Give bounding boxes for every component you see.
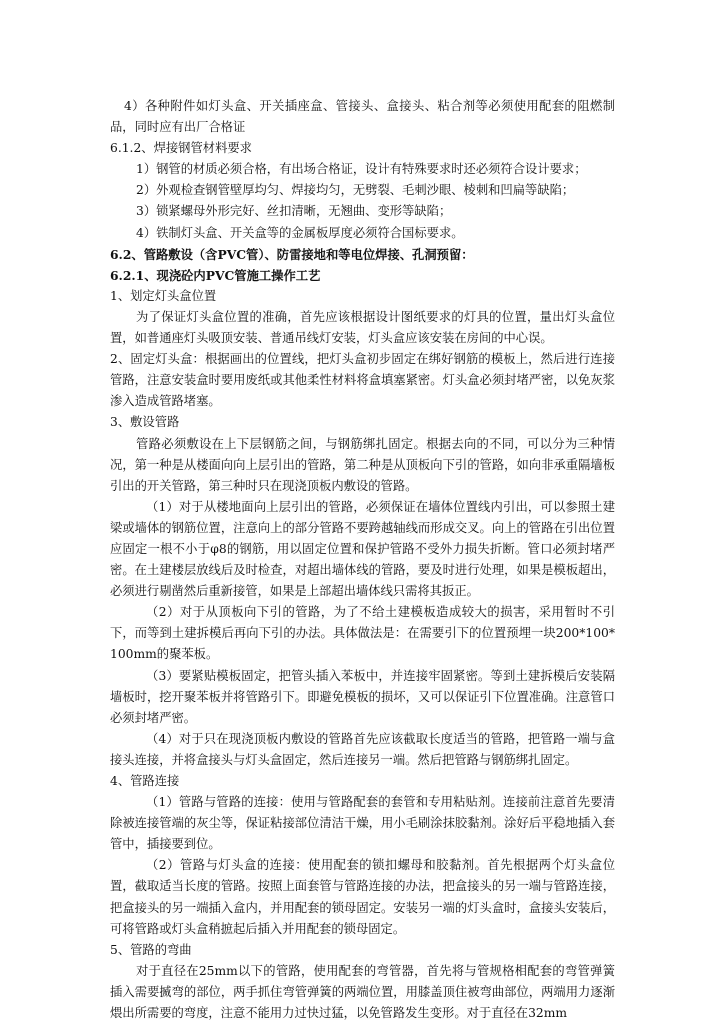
paragraph-case-2: （2）对于从顶板向下引的管路，为了不给土建模板造成较大的损害，采用暂时不引下，而等到土建拆模后再向下引的办法。具体做法是：在需要引下的位置预埋一块200*100*100mm的聚苯板。 xyxy=(110,605,615,662)
list-item-steel-material: 1）钢管的材质必须合格，有出场合格证，设计有特殊要求时还必须符合设计要求； xyxy=(136,162,587,177)
paragraph-case-4: （4）对于只在现浇顶板内敷设的管路首先应该截取长度适当的管路，把管路一端与盒接头连接，并将盒接头与灯头盒固定，然后连接另一端。然后把管路与钢筋绑扎固定。 xyxy=(110,731,615,767)
paragraph-bending: 对于直径在25mm以下的管路，使用配套的弯管器，首先将与管规格相配套的弯管弹簧插入需要揻弯的部位，两手抓住弯管弹簧的两端位置，用膝盖顶住被弯曲部位，两端用力逐渐煨出所需要的弯度，注意不能用力过快过猛，以免管路发生变形。对于直径在32mm xyxy=(110,963,615,1021)
step-heading-4: 4、管路连接 xyxy=(110,774,180,788)
section-heading-6-2-1: 6.2.1、现浇砼内PVC管施工操作工艺 xyxy=(110,267,321,283)
paragraph-pipe-to-box: （2）管路与灯头盒的连接：使用配套的锁扣螺母和胶黏剂。首先根据两个灯头盒位置，截取适当长度的管路。按照上面套管与管路连接的办法，把盒接头的另一端与管路连接，把盒接头的另一端插入盒内，并用配套的锁母固定。安装另一端的灯头盒时，盒接头安装后，可将管路或灯头盒稍摭起后插入并用配套的锁母固定。 xyxy=(110,858,615,936)
paragraph-laying-pipes: 管路必须敷设在上下层钢筋之间，与钢筋绑扎固定。根据去向的不同，可以分为三种情况，第一种是从楼面向向上层引出的管路，第二种是从顶板向下引的管路，如向非承重隔墙板引出的开关管路，第三种时只在现浇顶板内敷设的管路。 xyxy=(110,436,615,493)
paragraph-fix-box: 2、固定灯头盒：根据画出的位置线，把灯头盒初步固定在绑好钢筋的模板上，然后进行连接管路，注意安装盒时要用废纸或其他柔性材料将盒填塞紧密。灯头盒必须封堵严密，以免灰浆渗入造成管路堵塞。 xyxy=(110,352,615,409)
step-heading-1: 1、划定灯头盒位置 xyxy=(110,288,217,303)
list-item-visual-check: 2）外观检查钢管壁厚均匀、焊接均匀，无劈裂、毛刺沙眼、棱刺和凹扁等缺陷； xyxy=(136,183,575,198)
paragraph-accessories: 4）各种附件如灯头盒、开关插座盒、管接头、盒接头、粘合剂等必须使用配套的阻燃制品，同时应有出厂合格证 xyxy=(110,99,615,135)
section-heading-6-2: 6.2、管路敷设（含PVC管）、防雷接地和等电位焊接、孔洞预留： xyxy=(110,246,474,262)
paragraph-case-1: （1）对于从楼地面向上层引出的管路，必须保证在墙体位置线内引出，可以参照土建梁或墙体的钢筋位置，注意向上的部分管路不要跨越轴线而形成交叉。向上的管路在引出位置应固定一根不小于φ8的钢筋，用以固定位置和保护管路不受外力损失折断。管口必须封堵严密。在土建楼层放线后及时检查，对超出墙体线的管路，要及时进行处理，如果是模板超出，必须进行剔凿然后重新接管，如果是上部超出墙体线只需将其扳正。 xyxy=(110,499,615,599)
document-page xyxy=(110,96,615,1024)
section-heading-6-1-2: 6.1.2、焊接钢管材料要求 xyxy=(110,141,252,156)
paragraph-case-3: （3）要紧贴模板固定，把管头插入苯板中，并连接牢固紧密。等到土建拆模后安装隔墙板时，挖开聚苯板并将管路引下。即避免模板的损坏，又可以保证引下位置准确。注意管口必须封堵严密。 xyxy=(110,668,615,725)
paragraph-pipe-to-pipe: （1）管路与管路的连接：使用与管路配套的套管和专用粘贴剂。连接前注意首先要清除被连接管端的灰尘等，保证粘接部位清洁干燥，用小毛刷涂抹胶黏剂。涂好后平稳地插入套管中，插接要到位。 xyxy=(110,795,615,852)
step-heading-3: 3、敷设管路 xyxy=(110,415,180,430)
step-heading-5: 5、管路的弯曲 xyxy=(110,942,192,957)
list-item-iron-box: 4）铁制灯头盒、开关盒等的金属板厚度必须符合国标要求。 xyxy=(136,225,464,240)
list-item-lock-nut: 3）锁紧螺母外形完好、丝扣清晰，无翘曲、变形等缺陷； xyxy=(136,204,452,219)
paragraph-box-position: 为了保证灯头盒位置的准确，首先应该根据设计图纸要求的灯具的位置，量出灯头盒位置，如普通座灯头吸顶安装、普通吊线灯安装，灯头盒应该安装在房间的中心误。 xyxy=(110,309,615,346)
